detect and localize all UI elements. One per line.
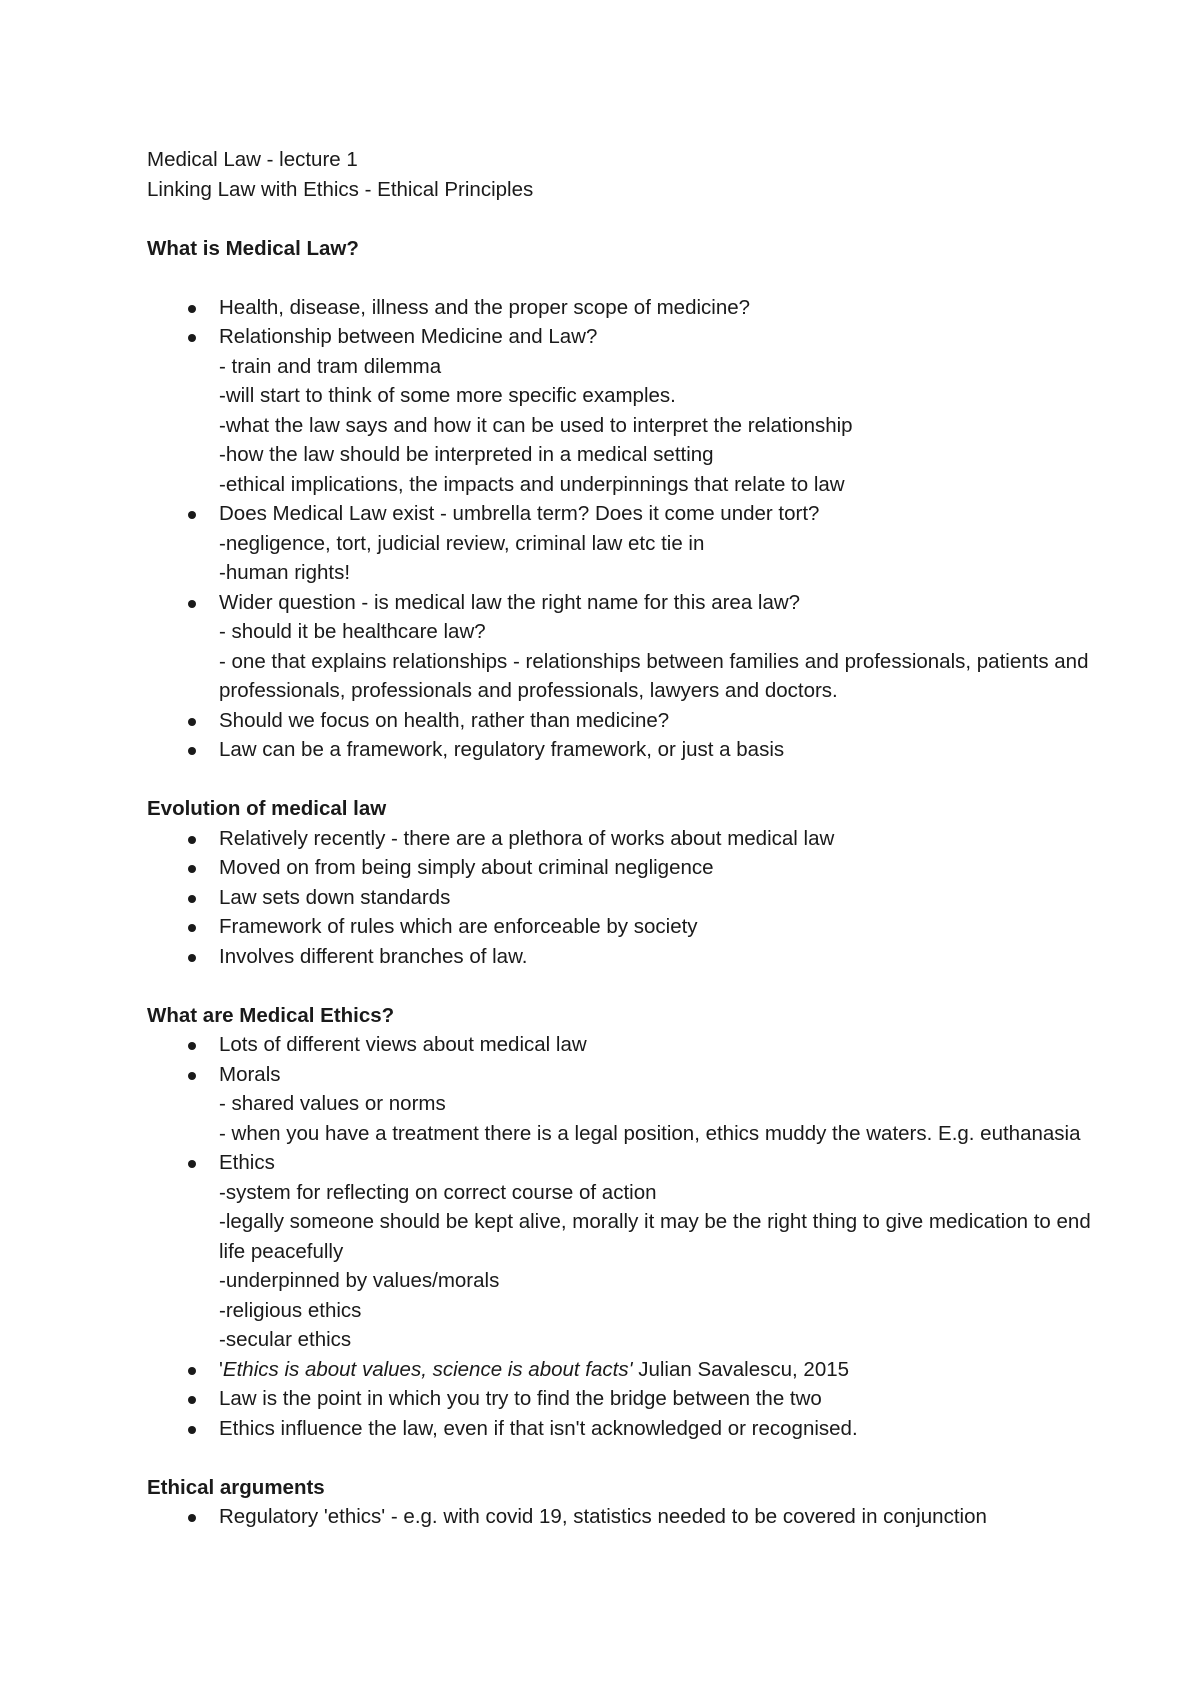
list-item: Health, disease, illness and the proper scope of medicine?	[219, 293, 1107, 323]
list-item: Law is the point in which you try to find the bridge between the two	[219, 1384, 1107, 1414]
list-item: Should we focus on health, rather than medicine?	[219, 706, 1107, 736]
sub-line: -what the law says and how it can be used to interpret the relationship	[219, 413, 853, 437]
list-item: Framework of rules which are enforceable by society	[219, 912, 1107, 942]
quote-text: Ethics is about values, science is about facts'	[222, 1357, 633, 1381]
sub-line: - shared values or norms	[219, 1092, 446, 1115]
spacer	[147, 971, 1107, 1001]
spacer	[147, 204, 1107, 234]
list-item: Law can be a framework, regulatory framework, or just a basis	[219, 735, 1107, 765]
section-heading-medical-ethics: What are Medical Ethics?	[147, 1003, 395, 1027]
bullet-list	[147, 293, 1107, 765]
spacer	[147, 1443, 1107, 1473]
sub-line: -will start to think of some more specific examples.	[219, 384, 676, 407]
document-page	[147, 145, 1107, 1532]
sub-line: - train and tram dilemma	[219, 354, 442, 378]
sub-line: -human rights!	[219, 561, 351, 584]
sub-line: -ethical implications, the impacts and underpinnings that relate to law	[219, 472, 845, 496]
list-item: Relationship between Medicine and Law? - train and tram dilemma -will start to think of some more specific examples. -what the law says and how it can be used to interpret the relationship -how the law should be interpreted in a medical setting -ethical implications, the impacts and underpinnings that relate to law	[219, 322, 1107, 499]
list-item: Lots of different views about medical law	[219, 1030, 1107, 1060]
document-title: Medical Law - lecture 1	[147, 148, 358, 171]
list-item: Ethics -system for reflecting on correct course of action -legally someone should be kept alive, morally it may be the right thing to give medication to end life peacefully -underpinned by values/morals -religious ethics -secular ethics	[219, 1148, 1107, 1355]
section-heading-evolution: Evolution of medical law	[147, 797, 387, 820]
list-item: Relatively recently - there are a plethora of works about medical law	[219, 824, 1107, 854]
list-item: Wider question - is medical law the right name for this area law? - should it be healthcare law? - one that explains relationships - relationships between families and professionals, patients and professionals, professionals and professionals, lawyers and doctors.	[219, 588, 1107, 706]
sub-line: -how the law should be interpreted in a medical setting	[219, 443, 714, 466]
document-subtitle: Linking Law with Ethics - Ethical Principles	[147, 177, 534, 201]
spacer	[147, 765, 1107, 795]
sub-line: - when you have a treatment there is a legal position, ethics muddy the waters. E.g. euthanasia	[219, 1121, 1081, 1145]
list-item: Morals - shared values or norms - when you have a treatment there is a legal position, ethics muddy the waters. E.g. euthanasia	[219, 1060, 1107, 1149]
list-item: Ethics influence the law, even if that isn't acknowledged or recognised.	[219, 1414, 1107, 1444]
list-item: 'Ethics is about values, science is about facts' Julian Savalescu, 2015	[219, 1355, 1107, 1385]
sub-line: -system for reflecting on correct course of action	[219, 1180, 657, 1204]
bullet-list	[147, 1502, 1107, 1532]
sub-line: - one that explains relationships - relationships between families and professionals, patients and professionals, professionals and professionals, lawyers and doctors.	[219, 649, 1089, 702]
section-heading-ethical-arguments: Ethical arguments	[147, 1475, 325, 1499]
sub-line: -underpinned by values/morals	[219, 1269, 500, 1292]
list-item: Law sets down standards	[219, 883, 1107, 913]
spacer	[147, 263, 1107, 293]
sub-line: -religious ethics	[219, 1298, 362, 1322]
bullet-list	[147, 824, 1107, 972]
section-heading-what-is-medical-law: What is Medical Law?	[147, 236, 359, 260]
sub-line: -legally someone should be kept alive, morally it may be the right thing to give medication to end life peacefully	[219, 1210, 1091, 1263]
list-item: Involves different branches of law.	[219, 942, 1107, 972]
list-item: Regulatory 'ethics' - e.g. with covid 19, statistics needed to be covered in conjunction	[219, 1502, 1107, 1532]
sub-line: -negligence, tort, judicial review, criminal law etc tie in	[219, 531, 705, 555]
list-item: Does Medical Law exist - umbrella term? Does it come under tort? -negligence, tort, judicial review, criminal law etc tie in -human rights!	[219, 499, 1107, 588]
sub-line: -secular ethics	[219, 1328, 352, 1351]
list-item: Moved on from being simply about criminal negligence	[219, 853, 1107, 883]
bullet-list	[147, 1030, 1107, 1443]
sub-line: - should it be healthcare law?	[219, 620, 486, 643]
